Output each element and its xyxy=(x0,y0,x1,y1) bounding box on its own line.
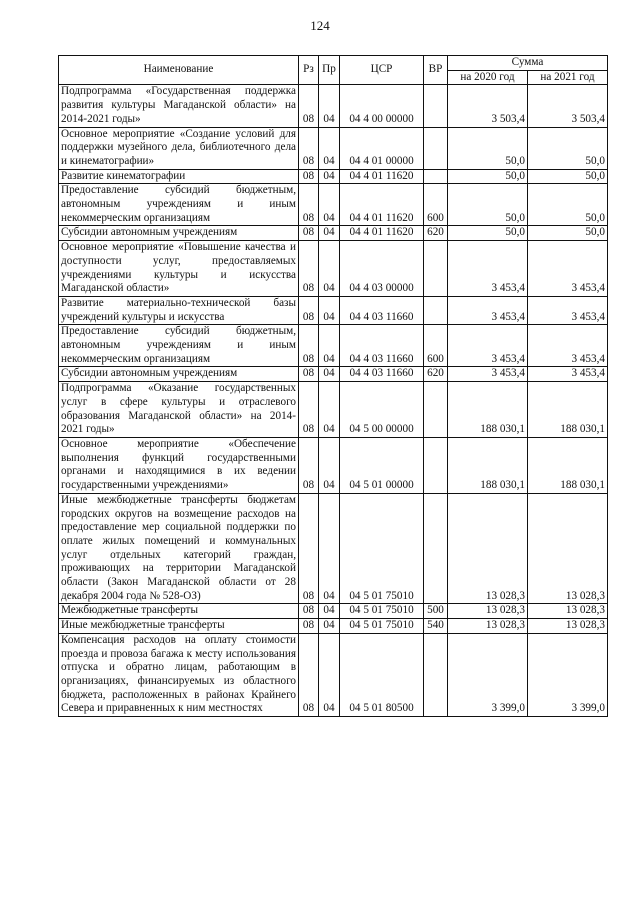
cell-name: Основное мероприятие «Создание условий для поддержки музейного дела, библиотечного дела и кинематографии» xyxy=(59,127,299,169)
cell-sum-2020: 3 453,4 xyxy=(448,241,528,297)
table-row xyxy=(59,493,608,604)
cell-vr xyxy=(424,85,448,127)
cell-vr xyxy=(424,493,448,604)
table-row xyxy=(59,85,608,127)
cell-sum-2020: 50,0 xyxy=(448,169,528,184)
cell-sum-2021: 13 028,3 xyxy=(528,619,608,634)
table-row xyxy=(59,169,608,184)
cell-pr: 04 xyxy=(319,296,340,324)
cell-csr: 04 4 03 00000 xyxy=(340,241,424,297)
header-sum: Сумма xyxy=(448,56,608,71)
cell-csr: 04 4 01 11620 xyxy=(340,226,424,241)
table-row xyxy=(59,296,608,324)
cell-sum-2021: 3 453,4 xyxy=(528,367,608,382)
cell-name: Предоставление субсидий бюджетным, автономным учреждениям и иным некоммерческим организациям xyxy=(59,184,299,226)
cell-name: Основное мероприятие «Обеспечение выполнения функций государственными органами и находящимися в их ведении государственными учреждениями» xyxy=(59,437,299,493)
table-row xyxy=(59,226,608,241)
cell-name: Субсидии автономным учреждениям xyxy=(59,367,299,382)
cell-sum-2020: 3 503,4 xyxy=(448,85,528,127)
cell-rz: 08 xyxy=(299,169,319,184)
cell-sum-2021: 3 453,4 xyxy=(528,241,608,297)
cell-sum-2021: 50,0 xyxy=(528,127,608,169)
cell-rz: 08 xyxy=(299,184,319,226)
cell-vr: 620 xyxy=(424,226,448,241)
cell-name: Подпрограмма «Оказание государственных услуг в сфере культуры и отраслевого образования Магаданской области» на 2014-2021 годы» xyxy=(59,382,299,438)
cell-rz: 08 xyxy=(299,382,319,438)
cell-pr: 04 xyxy=(319,127,340,169)
cell-name: Развитие материально-технической базы учреждений культуры и искусства xyxy=(59,296,299,324)
cell-vr: 500 xyxy=(424,604,448,619)
cell-rz: 08 xyxy=(299,226,319,241)
cell-pr: 04 xyxy=(319,382,340,438)
table-row xyxy=(59,382,608,438)
cell-csr: 04 4 03 11660 xyxy=(340,367,424,382)
cell-pr: 04 xyxy=(319,85,340,127)
table-row xyxy=(59,367,608,382)
cell-rz: 08 xyxy=(299,633,319,716)
cell-csr: 04 4 03 11660 xyxy=(340,296,424,324)
cell-csr: 04 4 01 11620 xyxy=(340,184,424,226)
cell-csr: 04 4 00 00000 xyxy=(340,85,424,127)
cell-csr: 04 5 01 75010 xyxy=(340,493,424,604)
cell-pr: 04 xyxy=(319,437,340,493)
cell-vr xyxy=(424,382,448,438)
header-year-2020: на 2020 год xyxy=(448,70,528,85)
cell-rz: 08 xyxy=(299,604,319,619)
cell-vr xyxy=(424,296,448,324)
cell-csr: 04 5 01 75010 xyxy=(340,604,424,619)
cell-name: Иные межбюджетные трансферты бюджетам городских округов на возмещение расходов на предоставление мер социальной поддержки по оплате жилых помещений и коммунальных услуг отдельных категорий граждан, проживающих на территории Магаданской области (Закон Магаданской области от 28 декабря 2004 года № 528-ОЗ) xyxy=(59,493,299,604)
table-row xyxy=(59,633,608,716)
cell-rz: 08 xyxy=(299,619,319,634)
cell-sum-2021: 50,0 xyxy=(528,169,608,184)
header-pr: Пр xyxy=(319,56,340,85)
cell-sum-2020: 13 028,3 xyxy=(448,604,528,619)
table-row xyxy=(59,619,608,634)
cell-pr: 04 xyxy=(319,633,340,716)
cell-vr: 620 xyxy=(424,367,448,382)
cell-pr: 04 xyxy=(319,493,340,604)
cell-rz: 08 xyxy=(299,367,319,382)
cell-csr: 04 4 01 00000 xyxy=(340,127,424,169)
cell-pr: 04 xyxy=(319,241,340,297)
cell-name: Основное мероприятие «Повышение качества и доступности услуг, предоставляемых учреждениями культуры и искусства Магаданской области» xyxy=(59,241,299,297)
cell-sum-2021: 3 503,4 xyxy=(528,85,608,127)
cell-rz: 08 xyxy=(299,325,319,367)
cell-vr: 540 xyxy=(424,619,448,634)
cell-sum-2021: 50,0 xyxy=(528,226,608,241)
cell-rz: 08 xyxy=(299,437,319,493)
header-rz: Рз xyxy=(299,56,319,85)
table-header xyxy=(59,56,608,85)
cell-vr xyxy=(424,633,448,716)
cell-csr: 04 5 01 75010 xyxy=(340,619,424,634)
cell-sum-2020: 50,0 xyxy=(448,226,528,241)
cell-csr: 04 5 00 00000 xyxy=(340,382,424,438)
cell-sum-2021: 188 030,1 xyxy=(528,382,608,438)
cell-pr: 04 xyxy=(319,226,340,241)
cell-pr: 04 xyxy=(319,604,340,619)
cell-sum-2021: 188 030,1 xyxy=(528,437,608,493)
cell-csr: 04 4 03 11660 xyxy=(340,325,424,367)
cell-sum-2020: 13 028,3 xyxy=(448,619,528,634)
cell-pr: 04 xyxy=(319,169,340,184)
page-number: 124 xyxy=(310,18,330,33)
table-row xyxy=(59,127,608,169)
cell-sum-2020: 3 453,4 xyxy=(448,367,528,382)
cell-rz: 08 xyxy=(299,296,319,324)
cell-sum-2021: 3 453,4 xyxy=(528,325,608,367)
cell-name: Развитие кинематографии xyxy=(59,169,299,184)
cell-name: Подпрограмма «Государственная поддержка развития культуры Магаданской области» на 2014-2021 годы» xyxy=(59,85,299,127)
cell-pr: 04 xyxy=(319,184,340,226)
cell-csr: 04 5 01 80500 xyxy=(340,633,424,716)
cell-rz: 08 xyxy=(299,127,319,169)
table-row xyxy=(59,437,608,493)
cell-sum-2021: 13 028,3 xyxy=(528,493,608,604)
cell-name: Иные межбюджетные трансферты xyxy=(59,619,299,634)
header-year-2021: на 2021 год xyxy=(528,70,608,85)
header-csr: ЦСР xyxy=(340,56,424,85)
cell-name: Предоставление субсидий бюджетным, автономным учреждениям и иным некоммерческим организациям xyxy=(59,325,299,367)
cell-sum-2020: 188 030,1 xyxy=(448,437,528,493)
table-body xyxy=(59,85,608,717)
cell-vr xyxy=(424,437,448,493)
cell-vr xyxy=(424,169,448,184)
budget-table xyxy=(58,55,608,717)
cell-vr: 600 xyxy=(424,325,448,367)
cell-pr: 04 xyxy=(319,619,340,634)
cell-sum-2021: 13 028,3 xyxy=(528,604,608,619)
cell-rz: 08 xyxy=(299,85,319,127)
cell-sum-2021: 50,0 xyxy=(528,184,608,226)
cell-sum-2020: 3 453,4 xyxy=(448,296,528,324)
cell-pr: 04 xyxy=(319,325,340,367)
cell-name: Субсидии автономным учреждениям xyxy=(59,226,299,241)
cell-rz: 08 xyxy=(299,493,319,604)
table-row xyxy=(59,325,608,367)
cell-sum-2021: 3 453,4 xyxy=(528,296,608,324)
cell-csr: 04 5 01 00000 xyxy=(340,437,424,493)
cell-sum-2020: 50,0 xyxy=(448,127,528,169)
header-name: Наименование xyxy=(59,56,299,85)
cell-sum-2021: 3 399,0 xyxy=(528,633,608,716)
cell-vr xyxy=(424,127,448,169)
cell-vr: 600 xyxy=(424,184,448,226)
cell-csr: 04 4 01 11620 xyxy=(340,169,424,184)
cell-sum-2020: 3 453,4 xyxy=(448,325,528,367)
cell-pr: 04 xyxy=(319,367,340,382)
cell-sum-2020: 3 399,0 xyxy=(448,633,528,716)
cell-vr xyxy=(424,241,448,297)
cell-sum-2020: 188 030,1 xyxy=(448,382,528,438)
cell-sum-2020: 50,0 xyxy=(448,184,528,226)
table-row xyxy=(59,241,608,297)
cell-rz: 08 xyxy=(299,241,319,297)
header-vr: ВР xyxy=(424,56,448,85)
cell-name: Компенсация расходов на оплату стоимости проезда и провоза багажа к месту использования отпуска и обратно лицам, работающим в организациях, финансируемых из областного бюджета, расположенных в районах Крайнего Севера и приравненных к ним местностях xyxy=(59,633,299,716)
table-row xyxy=(59,184,608,226)
cell-sum-2020: 13 028,3 xyxy=(448,493,528,604)
cell-name: Межбюджетные трансферты xyxy=(59,604,299,619)
table-row xyxy=(59,604,608,619)
